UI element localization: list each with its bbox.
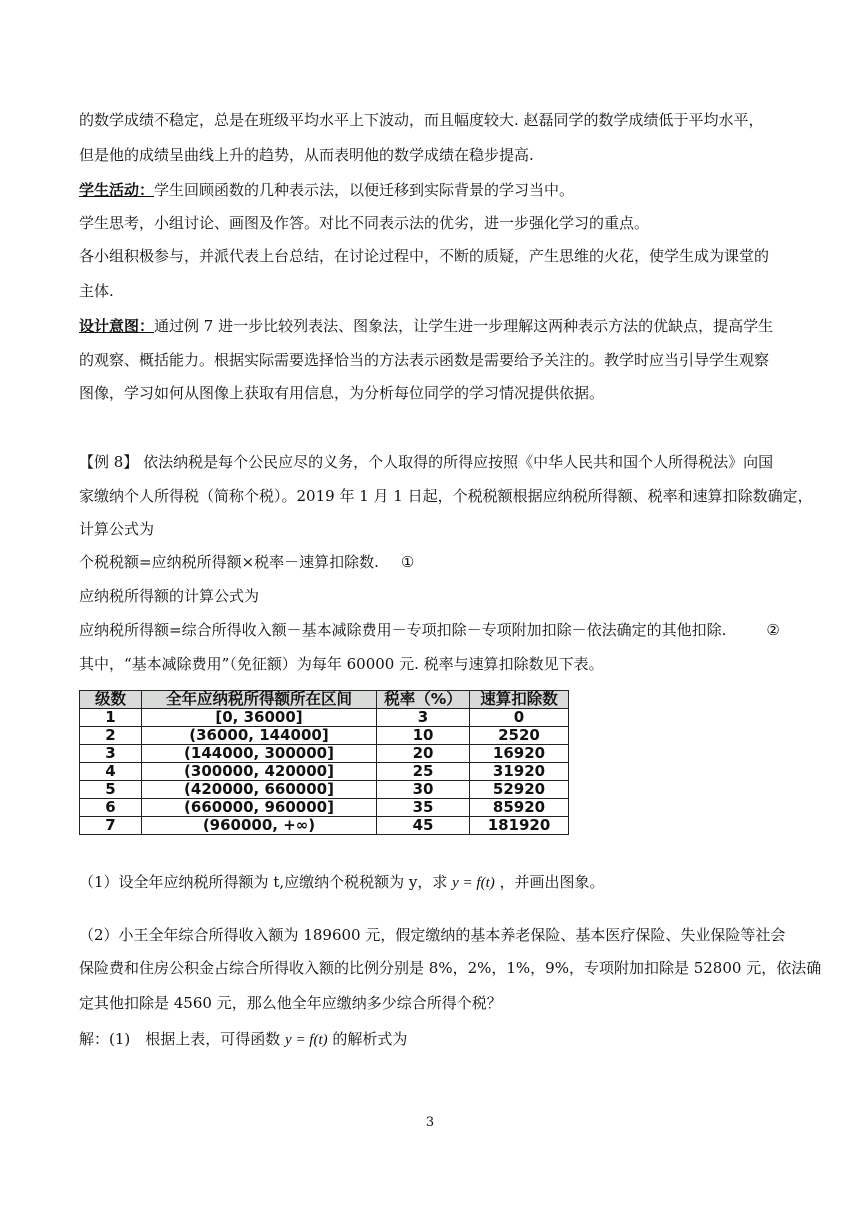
table-cell: 2520 [470,727,569,745]
paragraph-line: 其中，“基本减除费用”（免征额）为每年 60000 元. 税率与速算扣除数见下表。 [79,655,604,673]
solution-text: 解：(1) 根据上表，可得函数 [79,1030,281,1048]
formula-2 [79,620,780,640]
function-expression: y = f(t) [452,875,495,891]
table-cell: 3 [80,745,142,763]
table-cell: 85920 [470,799,569,817]
paragraph-line: 保险费和住房公积金占综合所得收入额的比例分别是 8%，2%，1%，9%，专项附加扣除是 52800 元，依法确 [79,959,822,977]
paragraph-line: 但是他的成绩呈曲线上升的趋势，从而表明他的数学成绩在稳步提高. [79,146,534,164]
table-cell: (36000, 144000] [142,727,377,745]
question-1-suffix: ，并画出图象。 [499,873,605,891]
paragraph-line: 的观察、概括能力。根据实际需要选择恰当的方法表示函数是需要给予关注的。教学时应当引导学生观察 [79,351,770,369]
paragraph-line: 学生思考，小组讨论、画图及作答。对比不同表示法的优劣，进一步强化学习的重点。 [79,214,650,232]
table-cell: 20 [377,745,470,763]
table-row [80,727,569,745]
paragraph-line: 的数学成绩不稳定，总是在班级平均水平上下波动，而且幅度较大. 赵磊同学的数学成绩低于平均水平， [79,111,764,129]
table-cell: 25 [377,763,470,781]
table-cell: [0, 36000] [142,709,377,727]
table-cell: 7 [80,817,142,835]
example-8-title: 【例 8】 依法纳税是每个公民应尽的义务，个人取得的所得应按照《中华人民共和国个人所得税法》向国 [79,453,774,471]
question-1-text: （1）设全年应纳税所得额为 t,应缴纳个税税额为 y，求 [79,873,448,891]
table-cell: 1 [80,709,142,727]
paragraph-line: 主体. [79,282,114,300]
table-header: 税率（%） [377,691,470,709]
table-header-row [80,691,569,709]
student-activity-text: 学生回顾函数的几种表示法，以便迁移到实际背景的学习当中。 [154,181,575,199]
table-cell: 35 [377,799,470,817]
table-row [80,709,569,727]
design-intent-label: 设计意图： [79,317,155,335]
paragraph-line: 计算公式为 [79,520,155,538]
design-intent [79,316,773,336]
table-cell: 4 [80,763,142,781]
design-intent-text: 通过例 7 进一步比较列表法、图象法，让学生进一步理解这两种表示方法的优缺点，提高学生 [154,317,774,335]
table-header: 全年应纳税所得额所在区间 [142,691,377,709]
question-2: （2）小王全年综合所得收入额为 189600 元，假定缴纳的基本养老保险、基本医疗保险、失业保险等社会 [79,926,786,944]
table-cell: 2 [80,727,142,745]
solution [79,1029,407,1050]
table-row [80,817,569,835]
table-cell: (960000, +∞) [142,817,377,835]
formula-1-number: ① [400,553,415,571]
table-row [80,799,569,817]
table-row [80,745,569,763]
student-activity-label: 学生活动： [79,181,155,199]
table-row [80,763,569,781]
table-cell: 31920 [470,763,569,781]
table-cell: (420000, 660000] [142,781,377,799]
table-header: 级数 [80,691,142,709]
formula-2-number: ② [766,621,780,639]
formula-2-text: 应纳税所得额=综合所得收入额－基本减除费用－专项扣除－专项附加扣除－依法确定的其他扣除. [79,621,727,639]
table-cell: 52920 [470,781,569,799]
paragraph-line: 家缴纳个人所得税（简称个税）。2019 年 1 月 1 日起，个税税额根据应纳税所得额、税率和速算扣除数确定， [79,487,813,505]
table-cell: 0 [470,709,569,727]
table-cell: 5 [80,781,142,799]
tax-rate-table [79,690,569,835]
paragraph-line: 应纳税所得额的计算公式为 [79,587,260,605]
table-cell: 181920 [470,817,569,835]
table-cell: 3 [377,709,470,727]
paragraph-line: 各小组积极参与，并派代表上台总结，在讨论过程中，不断的质疑，产生思维的火花，使学生成为课堂的 [79,247,770,265]
question-1 [79,872,605,893]
table-cell: 16920 [470,745,569,763]
table-header: 速算扣除数 [470,691,569,709]
solution-suffix: 的解析式为 [332,1030,408,1048]
formula-1-text: 个税税额=应纳税所得额×税率－速算扣除数. [79,553,379,571]
table-cell: (300000, 420000] [142,763,377,781]
table-cell: 30 [377,781,470,799]
student-activity [79,180,574,200]
table-row [80,781,569,799]
paragraph-line: 图像，学习如何从图像上获取有用信息，为分析每位同学的学习情况提供依据。 [79,384,605,402]
formula-1 [79,552,414,572]
table-cell: (144000, 300000] [142,745,377,763]
function-expression: y = f(t) [285,1032,328,1048]
table-cell: 6 [80,799,142,817]
page-number: 3 [425,1115,435,1130]
table-cell: 10 [377,727,470,745]
paragraph-line: 定其他扣除是 4560 元，那么他全年应缴纳多少综合所得个税？ [79,994,502,1012]
table-cell: 45 [377,817,470,835]
table-cell: (660000, 960000] [142,799,377,817]
